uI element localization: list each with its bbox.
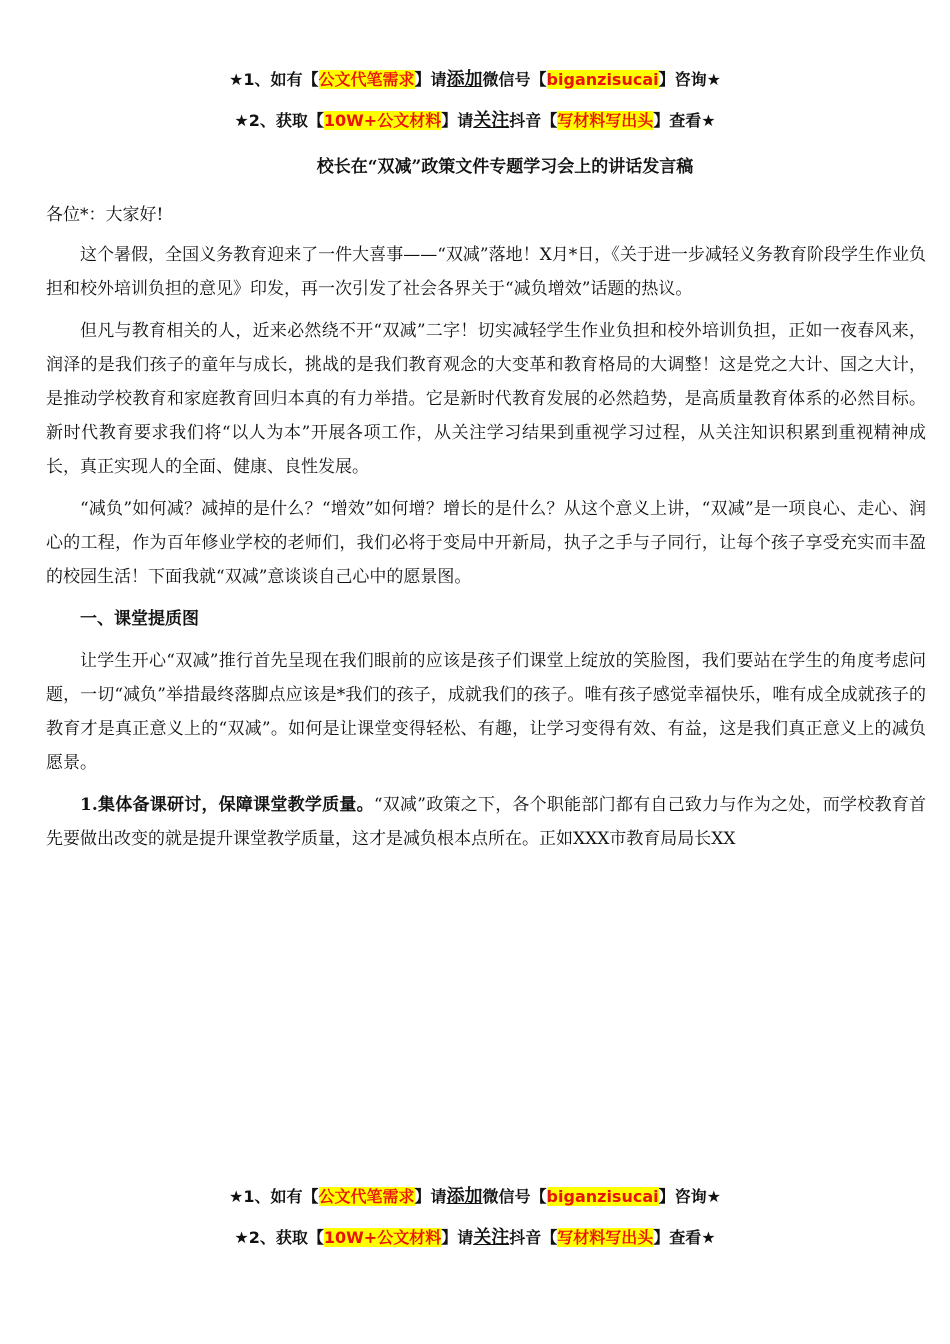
paragraph-5-text: “双减”政策之下，各个职能部门都有自己致力与作为之处，而学校教育首先要做出改变的就是提升课堂教学质量，这才是减负根本点所在。正如XXX市教育局局长XX — [46, 795, 927, 849]
promo-text: 】请 — [414, 1187, 447, 1206]
promo-text: 】请 — [441, 1228, 474, 1247]
promo-text: 】查看★ — [653, 1228, 716, 1247]
paragraph-2: 但凡与教育相关的人，近来必然绕不开“双减”二字！切实减轻学生作业负担和校外培训负担，正如一夜春风来，润泽的是我们孩子的童年与成长，挑战的是我们教育观念的大变革和教育格局的大调整！这是党之大计、国之大计，是推动学校教育和家庭教育回归本真的有力举措。它是新时代教育发展的必然趋势，是高质量教育体系的必然目标。新时代教育要求我们将“以人为本”开展各项工作，从关注学习结果到重视学习过程，从关注知识积累到重视精神成长，真正实现人的全面、健康、良性发展。 — [46, 321, 926, 477]
promo-line-2-top — [0, 109, 950, 133]
promo-highlight: 公文代笔需求 — [318, 1187, 415, 1206]
promo-underline: 添加 — [446, 69, 483, 90]
paragraph-3: “减负”如何减？减掉的是什么？“增效”如何增？增长的是什么？从这个意义上讲，“双减”是一项良心、走心、润心的工程，作为百年修业学校的老师们，我们必将于变局中开新局，执子之手与子同行，让每个孩子享受充实而丰盈的校园生活！下面我就“双减”意谈谈自己心中的愿景图。 — [46, 499, 926, 587]
promo-text: 抖音【 — [509, 111, 558, 130]
promo-line-1-top — [0, 68, 950, 92]
promo-text: 抖音【 — [509, 1228, 558, 1247]
promo-text: 微信号【 — [482, 1187, 547, 1206]
promo-line-1-bottom — [0, 1185, 950, 1209]
paragraph-4: 让学生开心“双减”推行首先呈现在我们眼前的应该是孩子们课堂上绽放的笑脸图，我们要站在学生的角度考虑问题，一切“减负”举措最终落脚点应该是*我们的孩子，成就我们的孩子。唯有孩子感觉幸福快乐，唯有成全成就孩子的教育才是真正意义上的“双减”。如何是让课堂变得轻松、有趣，让学习变得有效、有益，这是我们真正意义上的减负愿景。 — [46, 651, 926, 773]
section-heading: 一、课堂提质图 — [80, 609, 199, 629]
document-title: 校长在“双减”政策文件专题学习会上的讲话发言稿 — [316, 157, 694, 177]
promo-highlight: 写材料写出头 — [557, 111, 654, 130]
promo-underline: 关注 — [473, 110, 510, 131]
promo-underline: 关注 — [473, 1227, 510, 1248]
promo-text: 微信号【 — [482, 70, 547, 89]
promo-text: 】咨询★ — [658, 70, 721, 89]
promo-highlight: 10W+公文材料 — [323, 111, 442, 130]
paragraph-5 — [46, 788, 926, 856]
promo-text: ★2、获取【 — [234, 111, 324, 130]
promo-text: 】查看★ — [653, 111, 716, 130]
promo-text: ★1、如有【 — [229, 70, 319, 89]
paragraph-5-lead: 1.集体备课研讨，保障课堂教学质量。 — [80, 795, 374, 815]
paragraph-1: 这个暑假，全国义务教育迎来了一件大喜事——“双减”落地！X月*日，《关于进一步减轻义务教育阶段学生作业负担和校外培训负担的意见》印发，再一次引发了社会各界关于“减负增效”话题的热议。 — [46, 245, 926, 299]
promo-highlight: 公文代笔需求 — [318, 70, 415, 89]
promo-highlight: biganzisucai — [546, 1187, 659, 1206]
promo-highlight: biganzisucai — [546, 70, 659, 89]
greeting: 各位*：大家好! — [46, 205, 164, 225]
promo-highlight: 写材料写出头 — [557, 1228, 654, 1247]
promo-text: 】咨询★ — [658, 1187, 721, 1206]
document-body — [46, 198, 926, 864]
promo-underline: 添加 — [446, 1186, 483, 1207]
promo-text: 】请 — [414, 70, 447, 89]
promo-text: ★1、如有【 — [229, 1187, 319, 1206]
promo-line-2-bottom — [0, 1226, 950, 1250]
promo-text: ★2、获取【 — [234, 1228, 324, 1247]
promo-highlight: 10W+公文材料 — [323, 1228, 442, 1247]
promo-text: 】请 — [441, 111, 474, 130]
